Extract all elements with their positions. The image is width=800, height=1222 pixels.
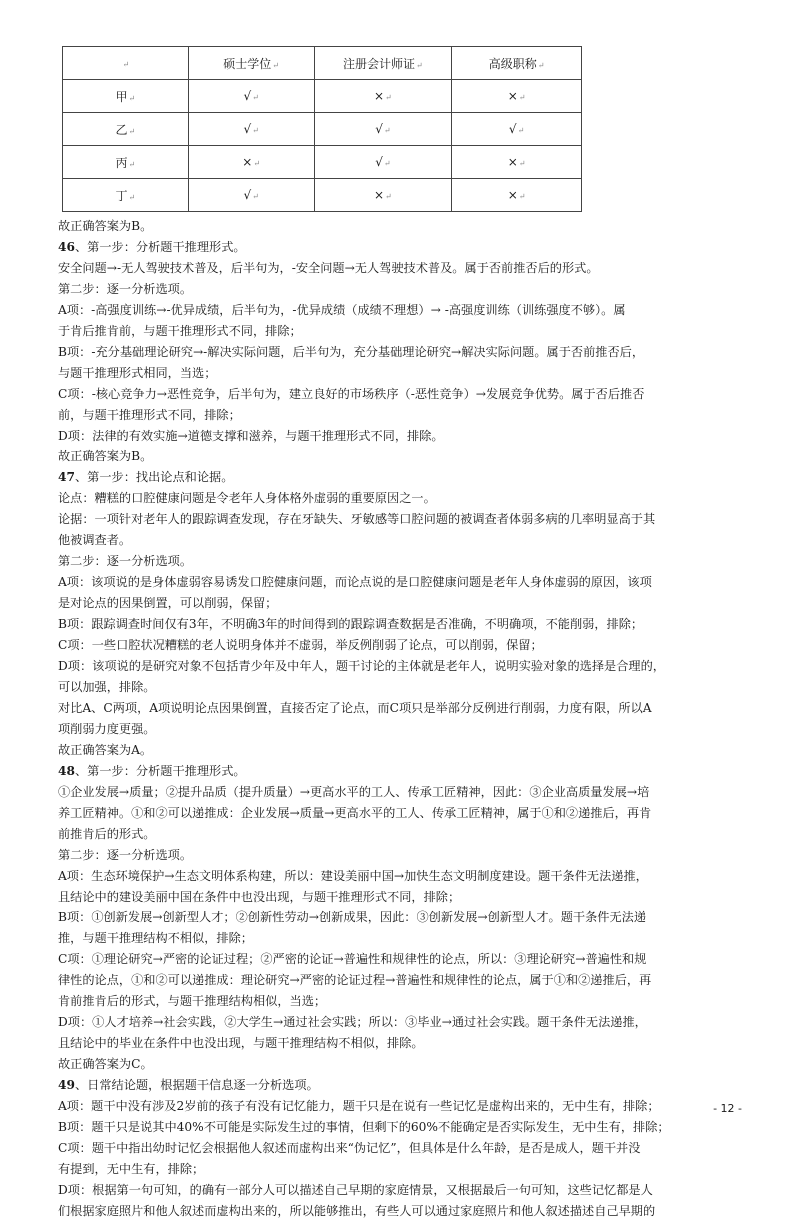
cell-text: ×: [507, 188, 518, 202]
table-row: [63, 113, 582, 146]
answer-text: [58, 216, 752, 1222]
text-line: [58, 907, 752, 928]
line-text: 律性的论点，①和②可以递推成：理论研究→严密的论证过程→普遍性和规律性的论点，属于①和②递推后，再: [58, 973, 652, 988]
table-cell: [452, 47, 582, 80]
text-line: [58, 803, 752, 824]
text-line: [58, 279, 752, 300]
line-text: 有提到，无中生有，排除；: [58, 1161, 205, 1176]
line-text: 们根据家庭照片和他人叙述而虚构出来的，所以能够推出，有些人可以通过家庭照片和他人叙述描述自己早期的: [58, 1203, 656, 1218]
table-cell: [188, 179, 314, 212]
return-mark: ↵: [253, 159, 261, 168]
line-text: 第二步：逐一分析选项。: [58, 281, 193, 296]
line-text: ①企业发展→质量；②提升品质（提升质量）→更高水平的工人、传承工匠精神，因此：③企业高质量发展→培: [58, 784, 650, 799]
cell-text: √: [375, 155, 383, 169]
table-row: [63, 146, 582, 179]
line-text: 前，与题干推理形式不同，排除；: [58, 407, 241, 422]
line-text: C项：题干中指出幼时记忆会根据他人叙述而虚构出来“伪记忆”，但具体是什么年龄，是否是成人，题干并没: [58, 1140, 641, 1155]
text-line: [58, 572, 752, 593]
cell-text: √: [375, 122, 383, 136]
cell-text: √: [243, 188, 252, 202]
text-line: [58, 1180, 752, 1201]
text-line: [58, 488, 752, 509]
table-row: [63, 179, 582, 212]
text-line: [58, 740, 752, 761]
line-text: 是对论点的因果倒置，可以削弱，保留；: [58, 596, 278, 611]
line-text: 第二步：逐一分析选项。: [58, 554, 193, 569]
return-mark: ↵: [383, 159, 391, 168]
line-text: 肯前推肯后的形式，与题干推理结构相似，当选；: [58, 994, 327, 1009]
line-text: 且结论中的建设美丽中国在条件中也没出现，与题干推理形式不同，排除；: [58, 889, 461, 904]
line-text: A项：题干中没有涉及2岁前的孩子有没有记忆能力，题干只是在说有一些记忆是虚构出来的，无中生有，排除；: [58, 1099, 660, 1114]
text-line: [58, 991, 752, 1012]
cell-text: 硕士学位: [223, 56, 272, 71]
cell-text: √: [243, 89, 252, 103]
cell-text: 丙: [115, 155, 128, 170]
table-cell: [188, 47, 314, 80]
text-line: [58, 1012, 752, 1033]
text-line: [58, 614, 752, 635]
question-number: 48: [58, 763, 75, 778]
line-text: 可以加强，排除。: [58, 679, 156, 694]
line-text: 、第一步：找出论点和论据。: [74, 470, 234, 485]
return-mark: ↵: [128, 126, 136, 136]
line-text: 、日常结论题，根据题干信息逐一分析选项。: [74, 1078, 319, 1093]
text-line: [58, 866, 752, 887]
text-line: [58, 1075, 752, 1096]
text-line: [58, 1054, 752, 1075]
text-line: [58, 405, 752, 426]
table-cell: [314, 113, 452, 146]
line-text: 推，与题干推理结构不相似，排除；: [58, 931, 253, 946]
table-cell: [452, 179, 582, 212]
return-mark: ↵: [252, 93, 259, 102]
table-cell: [63, 179, 189, 212]
text-line: [58, 551, 752, 572]
line-text: 第二步：逐一分析选项。: [58, 847, 193, 862]
table-cell: [314, 146, 452, 179]
text-line: [58, 949, 752, 970]
line-text: 且结论中的毕业在条件中也没出现，与题干推理结构不相似，排除。: [58, 1036, 424, 1051]
return-mark: ↵: [385, 93, 392, 102]
return-mark: ↵: [537, 60, 545, 70]
text-line: [58, 342, 752, 363]
text-line: [58, 845, 752, 866]
text-line: [58, 928, 752, 949]
text-line: [58, 509, 752, 530]
cell-text: ×: [242, 155, 253, 169]
line-text: B项：题干只是说其中40%不可能是实际发生过的事情，但剩下的60%不能确定是否实际发生，无中生有，排除；: [58, 1119, 670, 1134]
line-text: 与题干推理形式相同，当选；: [58, 365, 217, 380]
line-text: D项：根据第一句可知，的确有一部分人可以描述自己早期的家庭情景，又根据最后一句可知，这些记忆都是人: [58, 1182, 653, 1197]
question-number: 46: [58, 239, 75, 254]
line-text: C项：-核心竞争力→恶性竞争，后半句为，建立良好的市场秩序（-恶性竞争）→发展竞争优势。属于否后推否: [58, 386, 645, 401]
line-text: B项：跟踪调查时间仅有3年，不明确3年的时间得到的跟踪调查数据是否准确，不明确项，不能削弱，排除；: [58, 617, 644, 632]
text-line: [58, 656, 752, 677]
line-text: C项：一些口腔状况糟糕的老人说明身体并不虚弱，举反例削弱了论点，可以削弱，保留；: [58, 638, 543, 653]
return-mark: ↵: [383, 126, 391, 135]
text-line: [58, 384, 752, 405]
text-line: [58, 887, 752, 908]
text-line: [58, 530, 752, 551]
cell-text: √: [243, 122, 252, 136]
line-text: 故正确答案为C。: [58, 1057, 153, 1072]
cell-text: √: [508, 122, 517, 136]
line-text: 对比A、C两项，A项说明论点因果倒置，直接否定了论点，而C项只是举部分反例进行削弱，力度有限，所以A: [58, 700, 652, 715]
line-text: A项：-高强度训练→-优异成绩，后半句为，-优异成绩（成绩不理想）→ -高强度训练（训练强度不够）。属: [58, 302, 626, 317]
table-cell: [314, 80, 452, 113]
text-line: [58, 300, 752, 321]
line-text: 、第一步：分析题干推理形式。: [74, 763, 246, 778]
cell-text: ×: [373, 89, 385, 103]
line-text: 他被调查者。: [58, 533, 132, 548]
return-mark: ↵: [518, 159, 526, 168]
line-text: 于肯后推肯前，与题干推理形式不同，排除；: [58, 323, 302, 338]
cell-text: 甲: [115, 89, 128, 104]
text-line: [58, 698, 752, 719]
cell-text: ×: [507, 155, 518, 169]
text-line: [58, 426, 752, 447]
line-text: 论点：糟糕的口腔健康问题是令老年人身体格外虚弱的重要原因之一。: [58, 491, 436, 506]
text-line: [58, 363, 752, 384]
line-text: 故正确答案为A。: [58, 742, 153, 757]
line-text: 项削弱力度更强。: [58, 721, 156, 736]
return-mark: ↵: [128, 192, 136, 202]
text-line: [58, 1138, 752, 1159]
line-text: C项：①理论研究→严密的论证过程；②严密的论证→普遍性和规律性的论点，所以：③理论研究→普遍性和规: [58, 952, 647, 967]
line-text: D项：①人才培养→社会实践，②大学生→通过社会实践；所以：③毕业→通过社会实践。题干条件无法递推，: [58, 1015, 647, 1030]
table-cell: [452, 113, 582, 146]
table-row: [63, 80, 582, 113]
table-header-row: [63, 47, 582, 80]
line-text: 前推肯后的形式。: [58, 826, 156, 841]
text-line: [58, 1117, 752, 1138]
cell-text: ×: [373, 188, 385, 202]
cell-text: 乙: [115, 122, 128, 137]
table-cell: [63, 113, 189, 146]
line-text: D项：该项说的是研究对象不包括青少年及中年人，题干讨论的主体就是老年人，说明实验对象的选择是合理的，: [58, 659, 665, 674]
question-number: 49: [58, 1078, 75, 1093]
cell-text: ×: [507, 89, 518, 103]
text-line: [58, 1033, 752, 1054]
return-mark: ↵: [518, 192, 526, 201]
text-line: [58, 635, 752, 656]
text-line: [58, 467, 752, 488]
text-line: [58, 216, 752, 237]
cell-text: 注册会计师证: [343, 56, 416, 71]
line-text: B项：①创新发展→创新型人才；②创新性劳动→创新成果，因此：③创新发展→创新型人才。题干条件无法递: [58, 910, 647, 925]
return-mark: ↵: [518, 93, 526, 102]
text-line: [58, 446, 752, 467]
table-cell: [63, 146, 189, 179]
table-cell: [188, 146, 314, 179]
return-mark: ↵: [252, 192, 259, 201]
text-line: [58, 970, 752, 991]
table-cell: [63, 47, 189, 80]
line-text: 养工匠精神。①和②可以递推成：企业发展→质量→更高水平的工人、传承工匠精神，属于①和②递推后，再肯: [58, 805, 652, 820]
table-cell: [314, 47, 452, 80]
page-number: - 12 -: [713, 1102, 742, 1115]
return-mark: ↵: [128, 159, 136, 169]
table-cell: [314, 179, 452, 212]
line-text: A项：该项说的是身体虚弱容易诱发口腔健康问题，而论点说的是口腔健康问题是老年人身体虚弱的原因，该项: [58, 575, 652, 590]
return-mark: ↵: [416, 60, 423, 70]
line-text: 故正确答案为B。: [58, 449, 153, 464]
text-line: [58, 782, 752, 803]
cell-text: 高级职称: [488, 56, 537, 71]
text-line: [58, 1159, 752, 1180]
text-line: [58, 761, 752, 782]
return-mark: ↵: [122, 60, 130, 69]
line-text: 安全问题→-无人驾驶技术普及，后半句为，-安全问题→无人驾驶技术普及。属于否前推否后的形式。: [58, 260, 599, 275]
page-content: [58, 46, 752, 1222]
text-line: [58, 677, 752, 698]
comparison-table: [62, 46, 582, 212]
return-mark: ↵: [517, 126, 525, 135]
text-line: [58, 258, 752, 279]
table-cell: [188, 80, 314, 113]
text-line: [58, 719, 752, 740]
return-mark: ↵: [385, 192, 392, 201]
cell-text: 丁: [115, 188, 128, 203]
return-mark: ↵: [128, 93, 136, 103]
line-text: B项：-充分基础理论研究→-解决实际问题，后半句为，充分基础理论研究→解决实际问题。属于否前推否后，: [58, 344, 645, 359]
text-line: [58, 321, 752, 342]
text-line: [58, 1096, 752, 1117]
text-line: [58, 1201, 752, 1222]
table-cell: [63, 80, 189, 113]
line-text: D项：法律的有效实施→道德支撑和滋养，与题干推理形式不同，排除。: [58, 428, 444, 443]
line-text: 、第一步：分析题干推理形式。: [74, 239, 246, 254]
text-line: [58, 593, 752, 614]
question-number: 47: [58, 470, 75, 485]
text-line: [58, 824, 752, 845]
return-mark: ↵: [252, 126, 259, 135]
text-line: [58, 237, 752, 258]
table-cell: [452, 146, 582, 179]
return-mark: ↵: [272, 60, 279, 70]
line-text: A项：生态环境保护→生态文明体系构建，所以：建设美丽中国→加快生态文明制度建设。题干条件无法递推，: [58, 868, 648, 883]
line-text: 故正确答案为B。: [58, 219, 153, 233]
line-text: 论据：一项针对老年人的跟踪调查发现，存在牙缺失、牙敏感等口腔问题的被调查者体弱多病的几率明显高于其: [58, 512, 656, 527]
table-cell: [188, 113, 314, 146]
table-cell: [452, 80, 582, 113]
